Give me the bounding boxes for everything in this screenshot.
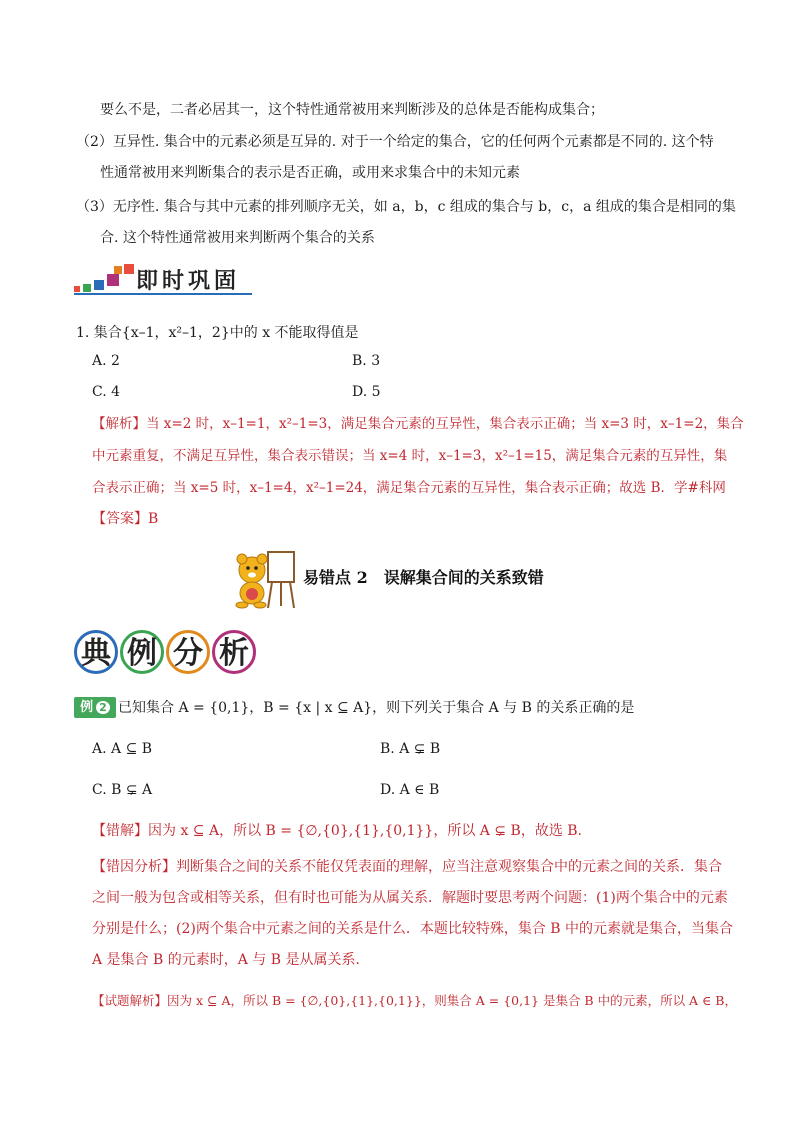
banner2-char-3: 分 [166, 630, 210, 674]
example-option-b: B. A ⊊ B [380, 741, 441, 757]
example-tag [74, 697, 116, 718]
q1-stem: 1. 集合{x–1，x²–1，2}中的 x 不能取得值是 [76, 325, 359, 341]
q1-analysis-line-3: 合表示正确；当 x=5 时，x–1=4，x²–1=24，满足集合元素的互异性，集合表示正确；故选 B．学#科网 [92, 480, 726, 496]
q1-option-a: A. 2 [92, 353, 120, 369]
q1-option-d: D. 5 [352, 384, 381, 400]
example-solution: 【试题解析】因为 x ⊆ A，所以 B = {∅,{0},{1},{0,1}}，则集合 A = {0,1} 是集合 B 中的元素，所以 A ∈ B， [92, 993, 737, 1008]
q1-option-c: C. 4 [92, 384, 121, 400]
q1-analysis-line-1: 【解析】当 x=2 时，x–1=1，x²–1=3，满足集合元素的互异性，集合表示正确；当 x=3 时，x–1=2，集合 [92, 416, 744, 432]
banner2-char-1: 典 [74, 630, 118, 674]
q1-option-b: B. 3 [352, 353, 381, 369]
bear-mascot-icon [232, 548, 300, 610]
example-option-d: D. A ∈ B [380, 782, 440, 798]
example-cause-line-2: 之间一般为包含或相等关系，但有时也可能为从属关系．解题时要思考两个问题：(1)两个集合中的元素 [92, 890, 728, 906]
example-cause-line-1: 【错因分析】判断集合之间的关系不能仅凭表面的理解，应当注意观察集合中的元素之间的关系．集合 [92, 859, 722, 875]
intro-p2-line-1: （2）互异性. 集合中的元素必须是互异的. 对于一个给定的集合，它的任何两个元素都是不同的. 这个特 [76, 134, 714, 150]
banner2-char-2: 例 [120, 630, 164, 674]
example-tag-label: 例 [80, 700, 94, 715]
example-option-a: A. A ⊆ B [92, 741, 153, 757]
q1-analysis-line-2: 中元素重复，不满足互异性，集合表示错误；当 x=4 时，x–1=3，x²–1=15，满足集合元素的互异性，集 [92, 448, 728, 464]
example-wrong-solution: 【错解】因为 x ⊆ A，所以 B = {∅,{0},{1},{0,1}}，所以 A ⊊ B，故选 B. [92, 823, 583, 839]
example-tag-number: 2 [96, 701, 110, 714]
example-stem: 已知集合 A = {0,1}，B = {x | x ⊆ A}，则下列关于集合 A 与 B 的关系正确的是 [118, 700, 635, 716]
example-cause-line-3: 分别是什么；(2)两个集合中元素之间的关系是什么．本题比较特殊，集合 B 中的元素就是集合，当集合 [92, 921, 734, 937]
intro-p3-line-2: 合. 这个特性通常被用来判断两个集合的关系 [100, 230, 375, 246]
example-option-c: C. B ⊊ A [92, 782, 153, 798]
intro-p3-line-1: （3）无序性. 集合与其中元素的排列顺序无关，如 a，b，c 组成的集合与 b，c，a 组成的集合是相同的集 [76, 199, 736, 215]
intro-p2-line-2: 性通常被用来判断集合的表示是否正确，或用来求集合中的未知元素 [100, 165, 520, 181]
instant-practice-banner [74, 262, 254, 296]
banner-title: 即时巩固 [136, 268, 241, 294]
section-title: 易错点 2 误解集合间的关系致错 [303, 568, 544, 587]
banner2-char-4: 析 [212, 630, 256, 674]
q1-answer: 【答案】B [92, 511, 159, 527]
example-cause-line-4: A 是集合 B 的元素时，A 与 B 是从属关系． [92, 952, 370, 968]
intro-line-1: 要么不是，二者必居其一，这个特性通常被用来判断涉及的总体是否能构成集合； [100, 102, 604, 118]
